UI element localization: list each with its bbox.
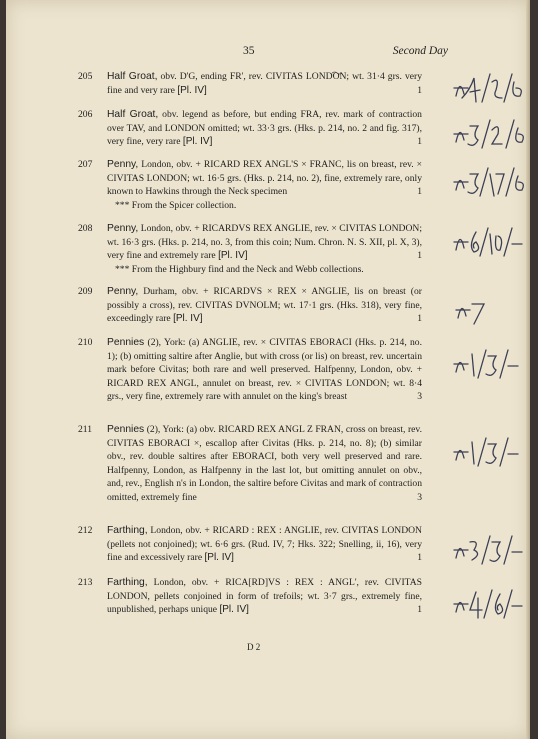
- provenance-note: *** From the Highbury find and the Neck and Webb collections.: [115, 263, 364, 275]
- lot-213: [78, 576, 422, 617]
- price-annotation-213: [450, 584, 530, 624]
- price-annotation-211: [450, 432, 530, 472]
- lot-description: (2), York: (a) ANGLIE, rev. × CIVITAS EBORACI (Hks. p. 214, no. 1); (b) omitting saltire after Anglie, but with cross (or lis) on breast, rev. uncertain mark before Civitas; both rare and well preserved. Halfpenny, London, obv. + RICARD REX ANGL, annulet on breast, rev. × CIVITAS LONDON; wt. 8·4 grs., very fine, extremely rare with annulet on the king's breast: [107, 337, 422, 403]
- lot-title: Pennies: [107, 337, 145, 348]
- lot-208: [78, 222, 422, 276]
- lot-quantity: 3: [417, 491, 422, 503]
- lot-description: London, obv. + RICARD : REX : ANGLIE, rev. CIVITAS LONDON (pellets not conjoined); wt. 6·6 grs. (Rud. IV, 7; Hks. 322; Snelling, ii, 16), very fine and excessively rare: [107, 525, 422, 564]
- printer-mark: [332, 60, 342, 64]
- plate-reference: [Pl. IV]: [204, 552, 234, 564]
- running-head: Second Day: [392, 45, 448, 57]
- provenance-note: *** From the Spicer collection.: [115, 199, 237, 211]
- lot-212: [78, 524, 422, 565]
- lot-207: [78, 158, 422, 212]
- signature-mark: D 2: [247, 642, 261, 652]
- price-annotation-205: [450, 68, 530, 108]
- lot-description: London, obv. + RICARD REX ANGL'S × FRANC, lis on breast, rev. × CIVITAS LONDON; wt. 16·5 grs. (Hks. p. 214, no. 2), fine, extremely rare, only known to Hawkins through the Neck specimen: [107, 159, 422, 198]
- lot-number: 212: [78, 525, 93, 536]
- page-header: [6, 45, 530, 61]
- lot-title: Farthing,: [107, 577, 148, 588]
- lot-description: obv. D'G, ending FR', rev. CIVITAS LONDON; wt. 31·4 grs. very fine and very rare: [107, 71, 422, 96]
- lot-quantity: 1: [417, 250, 422, 262]
- lot-title: Farthing,: [107, 525, 148, 536]
- lot-title: Penny,: [107, 159, 139, 170]
- lot-quantity: 1: [417, 604, 422, 616]
- lot-206: [78, 108, 422, 149]
- catalogue-page: [6, 0, 530, 739]
- price-annotation-210: [450, 344, 530, 384]
- price-annotation-209: [450, 290, 530, 330]
- price-annotation-208: [450, 222, 530, 262]
- lot-number: 206: [78, 109, 93, 120]
- lot-description: London, obv. + RICA[RD]VS : REX : ANGL', rev. CIVITAS LONDON, pellets conjoined in form of trefoils; wt. 3·7 grs., extremely fine, unpublished, perhaps unique: [107, 577, 422, 616]
- lot-quantity: 3: [417, 391, 422, 403]
- plate-reference: [Pl. IV]: [219, 604, 249, 616]
- page-number: 35: [243, 45, 255, 57]
- price-annotation-207: [450, 162, 530, 202]
- lot-number: 209: [78, 286, 93, 297]
- lot-quantity: 1: [417, 136, 422, 148]
- lot-number: 205: [78, 71, 93, 82]
- lot-description: Durham, obv. + RICARDVS × REX × ANGLIE, lis on breast (or possibly a cross), rev. CIVITAS DVNOLM; wt. 17·1 grs. (Hks. 318), very fine, exceedingly rare: [107, 286, 422, 325]
- lot-number: 213: [78, 577, 93, 588]
- plate-reference: [Pl. IV]: [177, 84, 207, 96]
- lot-title: Half Groat,: [107, 71, 158, 82]
- lot-description: obv. legend as before, but ending FRA, rev. mark of contraction over TAV, and LONDON omitted; wt. 33·3 grs. (Hks. p. 214, no. 2 and fig. 317), very fine, very rare: [107, 109, 422, 148]
- price-annotation-206: [450, 114, 530, 154]
- lot-title: Pennies: [107, 424, 145, 435]
- lot-title: Penny,: [107, 286, 139, 297]
- lot-number: 210: [78, 337, 93, 348]
- lot-title: Half Groat,: [107, 109, 159, 120]
- lot-title: Penny,: [107, 223, 139, 234]
- lot-205: [78, 70, 422, 97]
- lot-description: (2), York: (a) obv. RICARD REX ANGL Z FRAN, cross on breast, rev. CIVITAS EBORACI ×, escallop after Civitas (Hks. p. 214, no. 8); (b) similar obv., rev. double saltires after EBORACI, both very well preserved and rare. Halfpenny, London, as Halfpenny in the last lot, but omitting annulet on obv., and, rev., English n's in London, the saltire before Civitas and mark of contraction omitted, extremely fine: [107, 424, 422, 503]
- lot-number: 211: [78, 424, 93, 435]
- lot-210: [78, 336, 422, 404]
- lot-description: London, obv. + RICARDVS REX ANGLIE, rev. × CIVITAS LONDON; wt. 16·3 grs. (Hks. p. 214, no. 3, from this coin; Num. Chron. N. S. XII, pl. X, 3), very fine and extremely rare: [107, 223, 422, 262]
- plate-reference: [Pl. IV]: [218, 250, 248, 262]
- lot-quantity: 1: [417, 552, 422, 564]
- plate-reference: [Pl. IV]: [173, 313, 203, 325]
- lot-quantity: 1: [417, 84, 422, 96]
- lot-number: 208: [78, 223, 93, 234]
- lot-number: 207: [78, 159, 93, 170]
- lot-quantity: 1: [417, 186, 422, 198]
- plate-reference: [Pl. IV]: [182, 136, 213, 148]
- lot-209: [78, 285, 422, 326]
- price-annotation-212: [450, 530, 530, 570]
- lot-211: [78, 423, 422, 505]
- lot-quantity: 1: [417, 313, 422, 325]
